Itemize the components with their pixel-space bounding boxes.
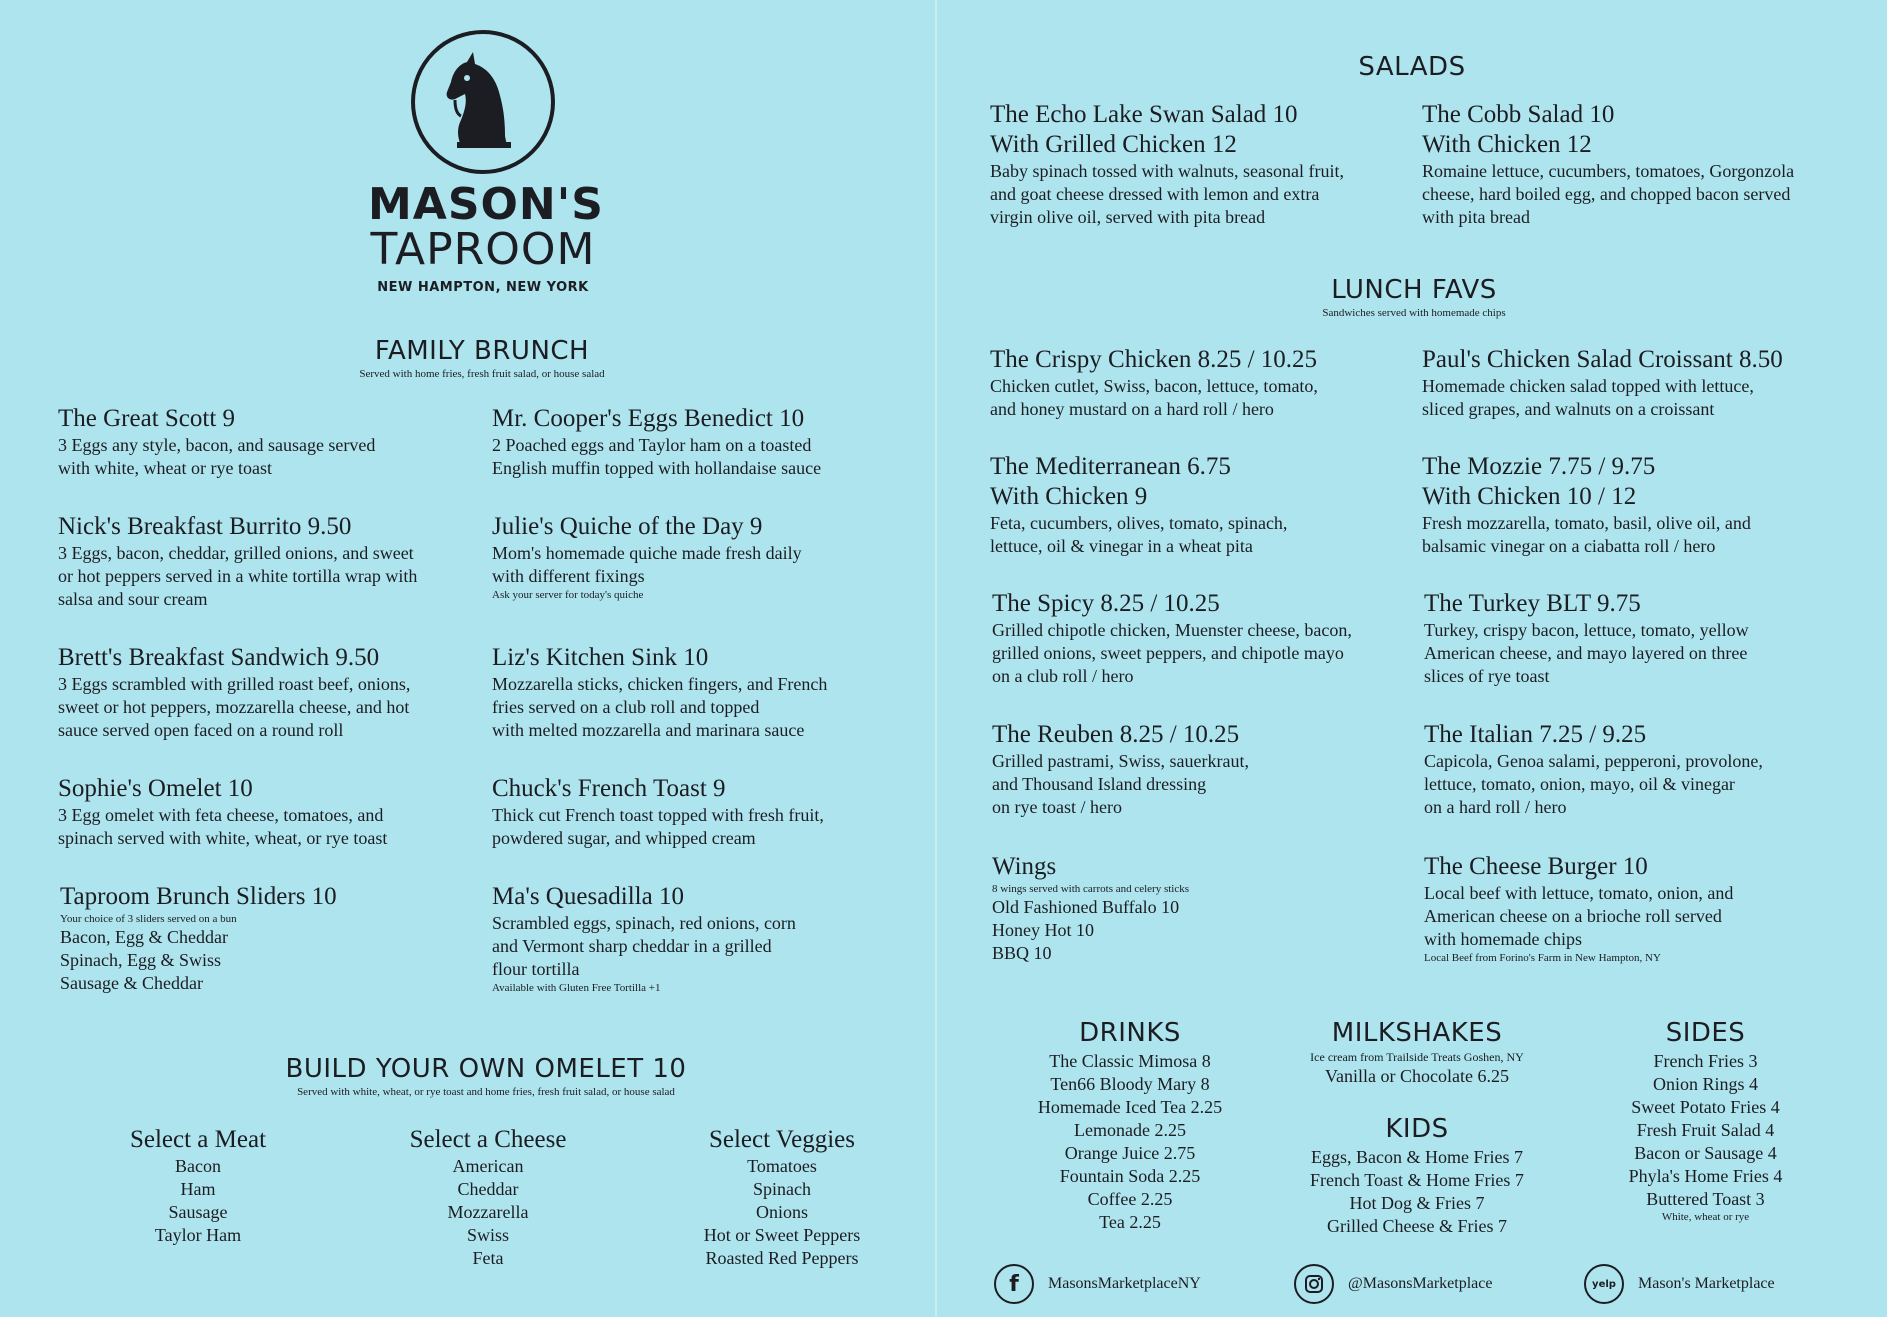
menu-item: [1422, 452, 1751, 558]
item-desc: flour tortilla: [492, 959, 580, 979]
item-desc: with homemade chips: [1424, 929, 1582, 949]
item-desc: sweet or hot peppers, mozzarella cheese, and hot: [58, 697, 410, 717]
item-desc: 3 Eggs any style, bacon, and sausage served: [58, 435, 376, 455]
menu-item: [58, 643, 410, 742]
drink-item: Lemonade 2.25: [1074, 1120, 1186, 1140]
item-name: Paul's Chicken Salad Croissant 8.50: [1422, 346, 1783, 373]
option: Cheddar: [457, 1179, 519, 1199]
item-name: Liz's Kitchen Sink 10: [492, 644, 709, 671]
item-desc: virgin olive oil, served with pita bread: [990, 207, 1266, 227]
item-desc: and Thousand Island dressing: [992, 774, 1207, 794]
item-desc: sliced grapes, and walnuts on a croissant: [1422, 399, 1715, 419]
option: Mozzarella: [447, 1202, 529, 1222]
column-head: Select a Cheese: [409, 1126, 567, 1153]
omelet-cheese-column: [388, 1125, 588, 1270]
option: Swiss: [466, 1225, 510, 1245]
lunch-title: LUNCH FAVS: [1331, 275, 1497, 305]
item-name: The Italian 7.25 / 9.25: [1424, 721, 1647, 748]
logo: [368, 28, 604, 295]
item-desc: with melted mozzarella and marinara sauce: [492, 720, 805, 740]
item-desc: and Vermont sharp cheddar in a grilled: [492, 936, 772, 956]
item-desc: lettuce, tomato, onion, mayo, oil & vinegar: [1424, 774, 1735, 794]
omelet-veggies-column: [672, 1125, 892, 1270]
item-desc: with white, wheat or rye toast: [58, 458, 272, 478]
item-note: Your choice of 3 sliders served on a bun: [60, 913, 237, 925]
item-desc: balsamic vinegar on a ciabatta roll / hero: [1422, 536, 1716, 556]
menu-item: [1424, 852, 1733, 965]
menu-item: [492, 643, 827, 742]
option: Roasted Red Peppers: [705, 1248, 859, 1268]
drink-item: Ten66 Bloody Mary 8: [1050, 1074, 1210, 1094]
item-desc: Local beef with lettuce, tomato, onion, and: [1424, 883, 1734, 903]
column-head: Select a Meat: [129, 1126, 267, 1153]
item-name: The Turkey BLT 9.75: [1424, 590, 1641, 617]
item-desc: Capicola, Genoa salami, pepperoni, provolone,: [1424, 751, 1763, 771]
column-head: Select Veggies: [708, 1126, 856, 1153]
menu-item: [992, 720, 1249, 819]
item-name: The Great Scott 9: [58, 405, 236, 432]
item-desc: grilled onions, sweet peppers, and chipotle mayo: [992, 643, 1344, 663]
menu-item: [990, 345, 1318, 421]
kids-section: [1282, 1114, 1552, 1238]
salads-title: SALADS: [1358, 52, 1466, 82]
option: Bacon: [175, 1156, 221, 1176]
item-desc: Baby spinach tossed with walnuts, seasonal fruit,: [990, 161, 1344, 181]
item-desc: Chicken cutlet, Swiss, bacon, lettuce, tomato,: [990, 376, 1318, 396]
menu-item: [990, 100, 1344, 229]
option: Taylor Ham: [154, 1225, 242, 1245]
menu-item: [1422, 100, 1794, 229]
item-note: Available with Gluten Free Tortilla +1: [492, 982, 661, 994]
item-desc: 2 Poached eggs and Taylor ham on a toasted: [492, 435, 812, 455]
sides-section: [1588, 1018, 1823, 1223]
kids-item: French Toast & Home Fries 7: [1310, 1170, 1524, 1190]
item-name: Sophie's Omelet 10: [58, 775, 253, 802]
item-desc: Feta, cucumbers, olives, tomato, spinach,: [990, 513, 1288, 533]
family-brunch-subtitle: Served with home fries, fresh fruit salad, or house salad: [359, 368, 605, 380]
item-name: Brett's Breakfast Sandwich 9.50: [58, 644, 380, 671]
menu-item: [492, 404, 821, 480]
menu-item: [492, 774, 824, 850]
item-desc: Grilled pastrami, Swiss, sauerkraut,: [992, 751, 1249, 771]
drinks-section: [1010, 1018, 1250, 1234]
facebook-label: MasonsMarketplaceNY: [1048, 1275, 1201, 1292]
item-desc: Turkey, crispy bacon, lettuce, tomato, yellow: [1424, 620, 1749, 640]
facebook-link[interactable]: [994, 1264, 1201, 1304]
item-name: The Mediterranean 6.75: [990, 453, 1231, 480]
menu-item: [492, 882, 796, 995]
menu-item: [492, 512, 802, 602]
option: Hot or Sweet Peppers: [703, 1225, 861, 1245]
item-name: Mr. Cooper's Eggs Benedict 10: [492, 405, 805, 432]
yelp-icon: yelp: [1584, 1264, 1624, 1304]
omelet-header: [186, 1054, 786, 1098]
item-desc: sauce served open faced on a round roll: [58, 720, 344, 740]
menu-item: [992, 589, 1352, 688]
item-desc: lettuce, oil & vinegar in a wheat pita: [990, 536, 1253, 556]
drinks-title: DRINKS: [1079, 1018, 1181, 1048]
side-item: Onion Rings 4: [1652, 1074, 1758, 1094]
menu-item: [58, 774, 387, 850]
item-desc: on a hard roll / hero: [1424, 797, 1567, 817]
instagram-link[interactable]: [1294, 1264, 1492, 1304]
family-brunch-header: [232, 336, 732, 380]
side-item: Fresh Fruit Salad 4: [1636, 1120, 1775, 1140]
menu-item: [58, 512, 417, 611]
chess-knight-icon: [409, 28, 557, 176]
drink-item: Homemade Iced Tea 2.25: [1037, 1097, 1223, 1117]
omelet-subtitle: Served with white, wheat, or rye toast and home fries, fresh fruit salad, or house salad: [297, 1086, 675, 1098]
item-name: The Cobb Salad 10: [1422, 101, 1615, 128]
lunch-subtitle: Sandwiches served with homemade chips: [1322, 307, 1506, 319]
item-desc: on rye toast / hero: [992, 797, 1122, 817]
facebook-icon: f: [994, 1264, 1034, 1304]
item-name: Ma's Quesadilla 10: [492, 883, 684, 910]
item-desc: and goat cheese dressed with lemon and extra: [990, 184, 1320, 204]
menu-item: [60, 882, 337, 995]
item-desc: salsa and sour cream: [58, 589, 208, 609]
item-desc: 3 Eggs, bacon, cheddar, grilled onions, and sweet: [58, 543, 414, 563]
item-desc: with different fixings: [492, 566, 645, 586]
item-note: 8 wings served with carrots and celery sticks: [992, 883, 1190, 895]
item-option: Honey Hot 10: [992, 920, 1094, 940]
sides-title: SIDES: [1665, 1018, 1746, 1048]
kids-item: Hot Dog & Fries 7: [1349, 1193, 1485, 1213]
item-name: Julie's Quiche of the Day 9: [492, 513, 763, 540]
item-desc: with pita bread: [1422, 207, 1530, 227]
drink-item: Orange Juice 2.75: [1064, 1143, 1196, 1163]
yelp-label: Mason's Marketplace: [1638, 1275, 1775, 1292]
item-desc: Mozzarella sticks, chicken fingers, and French: [492, 674, 828, 694]
option: Onions: [755, 1202, 808, 1222]
item-name-variant: With Grilled Chicken 12: [990, 131, 1237, 158]
item-name: Chuck's French Toast 9: [492, 775, 726, 802]
milkshake-item: Vanilla or Chocolate 6.25: [1325, 1066, 1509, 1086]
item-name-variant: With Chicken 10 / 12: [1422, 483, 1637, 510]
instagram-icon: [1294, 1264, 1334, 1304]
menu-item: [58, 404, 375, 480]
item-desc: fries served on a club roll and topped: [492, 697, 760, 717]
item-desc: American cheese, and mayo layered on three: [1424, 643, 1748, 663]
side-item: Buttered Toast 3: [1646, 1189, 1765, 1209]
side-item: Bacon or Sausage 4: [1634, 1143, 1777, 1163]
item-name: Taproom Brunch Sliders 10: [60, 883, 337, 910]
item-desc: 3 Eggs scrambled with grilled roast beef, onions,: [58, 674, 411, 694]
option: Spinach: [753, 1179, 811, 1199]
item-desc: Scrambled eggs, spinach, red onions, corn: [492, 913, 796, 933]
item-option: Sausage & Cheddar: [60, 973, 203, 993]
sides-note: White, wheat or rye: [1661, 1211, 1750, 1223]
menu-item: [1424, 589, 1749, 688]
item-name: The Cheese Burger 10: [1424, 853, 1648, 880]
item-desc: Mom's homemade quiche made fresh daily: [492, 543, 802, 563]
item-name: The Reuben 8.25 / 10.25: [992, 721, 1240, 748]
option: Tomatoes: [747, 1156, 817, 1176]
item-desc: cheese, hard boiled egg, and chopped bacon served: [1422, 184, 1791, 204]
item-note: Ask your server for today's quiche: [492, 589, 644, 601]
item-desc: slices of rye toast: [1424, 666, 1550, 686]
side-item: Sweet Potato Fries 4: [1631, 1097, 1780, 1117]
option: American: [452, 1156, 524, 1176]
item-option: BBQ 10: [992, 943, 1052, 963]
page-fold: [935, 0, 937, 1317]
menu-item: [992, 852, 1189, 965]
item-desc: American cheese on a brioche roll served: [1424, 906, 1722, 926]
item-desc: and honey mustard on a hard roll / hero: [990, 399, 1274, 419]
item-desc: 3 Egg omelet with feta cheese, tomatoes, and: [58, 805, 384, 825]
milkshakes-section: [1282, 1018, 1552, 1088]
drink-item: Fountain Soda 2.25: [1059, 1166, 1201, 1186]
item-name-variant: With Chicken 9: [990, 483, 1148, 510]
menu-item: [1422, 345, 1783, 421]
item-name: The Crispy Chicken 8.25 / 10.25: [990, 346, 1318, 373]
option: Sausage: [168, 1202, 228, 1222]
family-brunch-title: FAMILY BRUNCH: [374, 336, 590, 366]
drink-item: Coffee 2.25: [1087, 1189, 1173, 1209]
omelet-title: BUILD YOUR OWN OMELET 10: [285, 1054, 687, 1084]
item-desc: or hot peppers served in a white tortilla wrap with: [58, 566, 418, 586]
brand-name-line1: MASON'S: [368, 179, 604, 230]
item-desc: on a club roll / hero: [992, 666, 1134, 686]
salads-header: [1262, 52, 1562, 82]
item-name: The Mozzie 7.75 / 9.75: [1422, 453, 1656, 480]
option: Ham: [180, 1179, 216, 1199]
instagram-label: @MasonsMarketplace: [1348, 1275, 1493, 1292]
item-desc: Grilled chipotle chicken, Muenster cheese, bacon,: [992, 620, 1352, 640]
option: Feta: [472, 1248, 504, 1268]
item-note: Local Beef from Forino's Farm in New Hampton, NY: [1424, 952, 1661, 964]
brand-location: NEW HAMPTON, NEW YORK: [377, 280, 589, 295]
drink-item: Tea 2.25: [1099, 1212, 1161, 1232]
kids-title: KIDS: [1385, 1114, 1449, 1144]
item-name-variant: With Chicken 12: [1422, 131, 1592, 158]
item-desc: Fresh mozzarella, tomato, basil, olive oil, and: [1422, 513, 1751, 533]
item-name: The Spicy 8.25 / 10.25: [992, 590, 1220, 617]
item-desc: English muffin topped with hollandaise sauce: [492, 458, 822, 478]
item-desc: Homemade chicken salad topped with lettuce,: [1422, 376, 1754, 396]
item-desc: Romaine lettuce, cucumbers, tomatoes, Gorgonzola: [1422, 161, 1795, 181]
menu-item: [990, 452, 1287, 558]
brand-name-line2: TAPROOM: [370, 224, 596, 275]
item-desc: powdered sugar, and whipped cream: [492, 828, 756, 848]
lunch-header: [1214, 275, 1614, 319]
item-option: Spinach, Egg & Swiss: [60, 950, 222, 970]
item-name: Wings: [992, 853, 1057, 880]
side-item: French Fries 3: [1653, 1051, 1758, 1071]
milkshakes-subtitle: Ice cream from Trailside Treats Goshen, NY: [1310, 1050, 1524, 1064]
item-option: Bacon, Egg & Cheddar: [60, 927, 228, 947]
item-desc: Thick cut French toast topped with fresh fruit,: [492, 805, 824, 825]
item-option: Old Fashioned Buffalo 10: [992, 897, 1180, 917]
item-desc: spinach served with white, wheat, or rye toast: [58, 828, 388, 848]
kids-item: Eggs, Bacon & Home Fries 7: [1311, 1147, 1523, 1167]
item-name: Nick's Breakfast Burrito 9.50: [58, 513, 352, 540]
menu-item: [1424, 720, 1763, 819]
drink-item: The Classic Mimosa 8: [1049, 1051, 1211, 1071]
side-item: Phyla's Home Fries 4: [1628, 1166, 1783, 1186]
kids-item: Grilled Cheese & Fries 7: [1327, 1216, 1507, 1236]
omelet-meat-column: [98, 1125, 298, 1247]
yelp-link[interactable]: [1584, 1264, 1775, 1304]
milkshakes-title: MILKSHAKES: [1331, 1018, 1503, 1048]
item-name: The Echo Lake Swan Salad 10: [990, 101, 1298, 128]
